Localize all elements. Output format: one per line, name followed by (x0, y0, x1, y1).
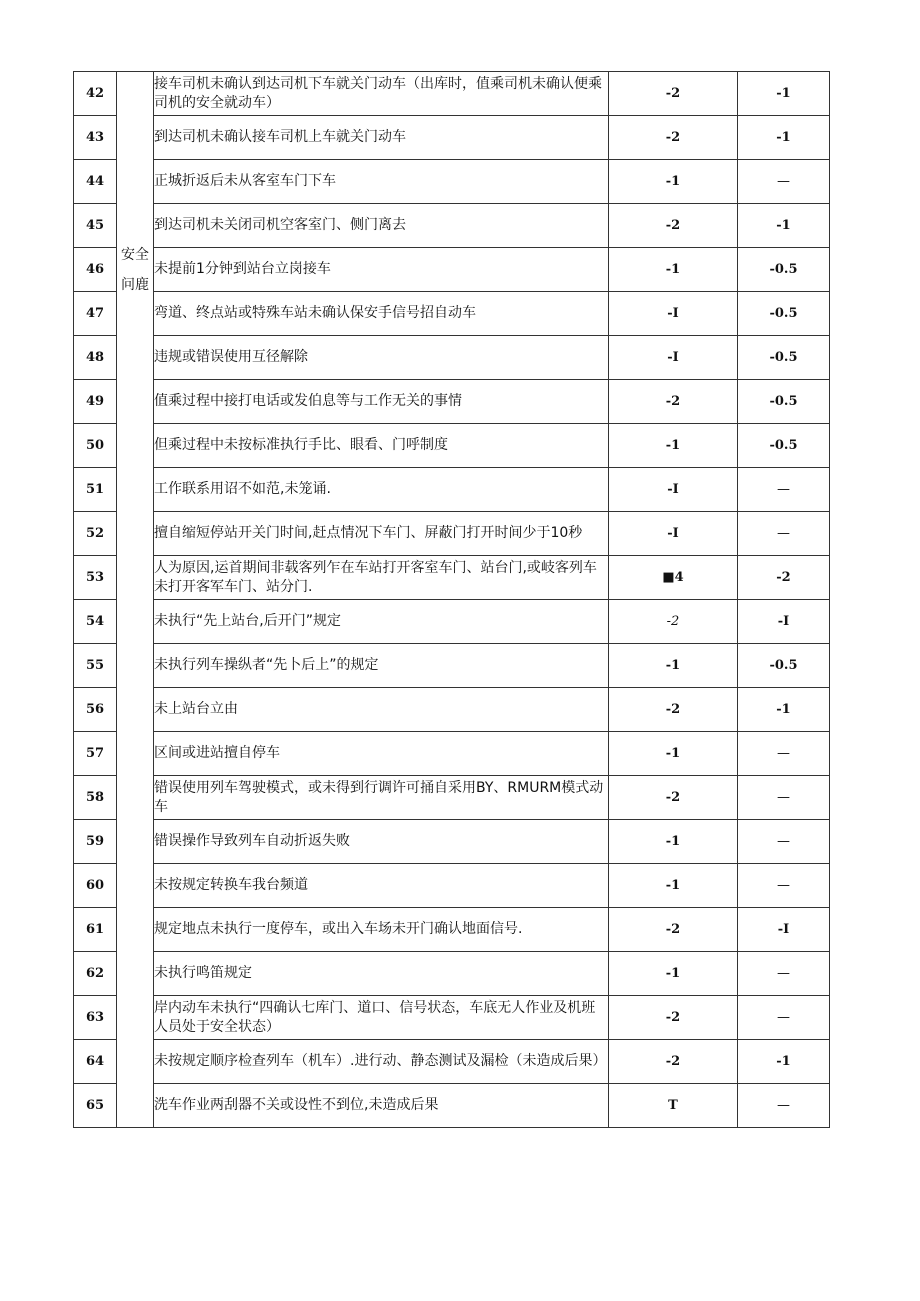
rule-description: 但乘过程中未按标准执行手比、眼看、门呼制度 (154, 424, 609, 468)
table-row (74, 1040, 830, 1084)
row-number: 54 (74, 600, 117, 644)
penalty-score-primary: -2 (609, 776, 738, 820)
penalty-score-secondary: -I (738, 600, 830, 644)
table-row (74, 908, 830, 952)
table-row (74, 820, 830, 864)
penalty-score-secondary: — (738, 160, 830, 204)
penalty-score-primary: -2 (609, 116, 738, 160)
table-row (74, 380, 830, 424)
table-row (74, 1084, 830, 1128)
penalty-score-secondary: — (738, 1084, 830, 1128)
penalty-score-secondary: — (738, 776, 830, 820)
rule-description: 正城折返后未从客室车门下车 (154, 160, 609, 204)
table-row (74, 732, 830, 776)
rules-table-body (74, 72, 830, 1128)
rule-description: 未执行列车操纵者“先卜后上”的规定 (154, 644, 609, 688)
rule-description: 到达司机未关闭司机空客室门、侧门离去 (154, 204, 609, 248)
row-number: 42 (74, 72, 117, 116)
row-number: 50 (74, 424, 117, 468)
penalty-score-primary: -2 (609, 908, 738, 952)
rule-description: 未上站台立由 (154, 688, 609, 732)
rule-description: 未按规定转换车我台频道 (154, 864, 609, 908)
row-number: 57 (74, 732, 117, 776)
penalty-score-secondary: -1 (738, 1040, 830, 1084)
rule-description: 擅自缩短停站开关门时间,赶点情况下车门、屏蔽门打开时间少于10秒 (154, 512, 609, 556)
penalty-score-secondary: -1 (738, 72, 830, 116)
penalty-score-primary: -I (609, 468, 738, 512)
table-row (74, 512, 830, 556)
table-row (74, 600, 830, 644)
penalty-score-secondary: -0.5 (738, 292, 830, 336)
table-row (74, 424, 830, 468)
penalty-score-primary: -I (609, 292, 738, 336)
penalty-score-secondary: — (738, 732, 830, 776)
penalty-score-primary: -1 (609, 424, 738, 468)
rule-description: 未提前1分钟到站台立岗接车 (154, 248, 609, 292)
penalty-score-secondary: — (738, 864, 830, 908)
row-number: 52 (74, 512, 117, 556)
penalty-score-secondary: — (738, 468, 830, 512)
penalty-score-primary: -1 (609, 248, 738, 292)
rule-description: 洗车作业两刮器不关或设性不到位,未造成后果 (154, 1084, 609, 1128)
table-row (74, 776, 830, 820)
penalty-score-primary: -1 (609, 160, 738, 204)
penalty-score-primary: -1 (609, 952, 738, 996)
penalty-score-primary: -1 (609, 864, 738, 908)
table-row (74, 248, 830, 292)
penalty-score-secondary: -2 (738, 556, 830, 600)
row-number: 55 (74, 644, 117, 688)
table-row (74, 556, 830, 600)
penalty-score-secondary: — (738, 820, 830, 864)
row-number: 62 (74, 952, 117, 996)
penalty-score-primary: -2 (609, 72, 738, 116)
penalty-score-primary: -1 (609, 644, 738, 688)
rule-description: 违规或错误使用互径解除 (154, 336, 609, 380)
row-number: 46 (74, 248, 117, 292)
penalty-score-secondary: -0.5 (738, 644, 830, 688)
penalty-score-primary: -2 (609, 996, 738, 1040)
table-row (74, 644, 830, 688)
penalty-score-secondary: -I (738, 908, 830, 952)
rule-description: 人为原因,运首期间非载客列乍在车站打开客室车门、站台门,或岐客列车未打开客军车门、站分门. (154, 556, 609, 600)
penalty-score-primary: -2 (609, 688, 738, 732)
penalty-score-secondary: -0.5 (738, 248, 830, 292)
row-number: 53 (74, 556, 117, 600)
penalty-score-secondary: — (738, 952, 830, 996)
penalty-score-primary: T (609, 1084, 738, 1128)
penalty-score-primary: -2 (609, 204, 738, 248)
rule-description: 值乘过程中接打电话或发伯息等与工作无关的事情 (154, 380, 609, 424)
penalty-score-secondary: — (738, 996, 830, 1040)
penalty-score-secondary: -1 (738, 204, 830, 248)
rules-table (73, 71, 830, 1128)
row-number: 43 (74, 116, 117, 160)
category-label: 安全 问鹿 (121, 246, 149, 293)
category-cell (117, 72, 154, 1128)
penalty-score-primary: -2 (609, 1040, 738, 1084)
row-number: 47 (74, 292, 117, 336)
table-row (74, 996, 830, 1040)
table-row (74, 72, 830, 116)
table-row (74, 688, 830, 732)
rule-description: 区间或进站擅自停车 (154, 732, 609, 776)
row-number: 61 (74, 908, 117, 952)
penalty-score-secondary: -0.5 (738, 336, 830, 380)
row-number: 49 (74, 380, 117, 424)
rule-description: 未执行“先上站台,后开门”规定 (154, 600, 609, 644)
penalty-score-primary: -1 (609, 732, 738, 776)
row-number: 60 (74, 864, 117, 908)
rule-description: 岸内动车未执行“四确认七库门、道口、信号状态，车底无人作业及机班人员处于安全状态） (154, 996, 609, 1040)
penalty-score-primary: ■4 (609, 556, 738, 600)
rule-description: 弯道、终点站或特殊车站未确认保安手信号招自动车 (154, 292, 609, 336)
penalty-score-primary: -2 (609, 600, 738, 644)
penalty-score-primary: -2 (609, 380, 738, 424)
rule-description: 错误操作导致列车自动折返失败 (154, 820, 609, 864)
rule-description: 规定地点未执行一度停车，或出入车场未开门确认地面信号. (154, 908, 609, 952)
rule-description: 到达司机未确认接车司机上车就关门动车 (154, 116, 609, 160)
table-row (74, 336, 830, 380)
penalty-score-secondary: -0.5 (738, 424, 830, 468)
row-number: 48 (74, 336, 117, 380)
row-number: 56 (74, 688, 117, 732)
penalty-score-secondary: — (738, 512, 830, 556)
row-number: 45 (74, 204, 117, 248)
row-number: 59 (74, 820, 117, 864)
penalty-score-primary: -I (609, 336, 738, 380)
penalty-score-primary: -1 (609, 820, 738, 864)
penalty-score-secondary: -1 (738, 116, 830, 160)
table-row (74, 468, 830, 512)
row-number: 64 (74, 1040, 117, 1084)
row-number: 51 (74, 468, 117, 512)
table-row (74, 204, 830, 248)
rule-description: 工作联系用诏不如范,未笼诵. (154, 468, 609, 512)
penalty-score-secondary: -0.5 (738, 380, 830, 424)
penalty-score-secondary: -1 (738, 688, 830, 732)
rule-description: 接车司机未确认到达司机下车就关门动车（出库时，值乘司机未确认便乘司机的安全就动车） (154, 72, 609, 116)
penalty-score-primary: -I (609, 512, 738, 556)
row-number: 44 (74, 160, 117, 204)
table-row (74, 952, 830, 996)
rule-description: 未按规定顺序检查列车（机车）.进行动、静态测试及漏检（未造成后果） (154, 1040, 609, 1084)
row-number: 63 (74, 996, 117, 1040)
table-row (74, 116, 830, 160)
table-row (74, 160, 830, 204)
table-row (74, 292, 830, 336)
table-row (74, 864, 830, 908)
rule-description: 错误使用列车驾驶模式，或未得到行调许可捅自采用BY、RMURM模式动车 (154, 776, 609, 820)
rule-description: 未执行鸣笛规定 (154, 952, 609, 996)
row-number: 65 (74, 1084, 117, 1128)
row-number: 58 (74, 776, 117, 820)
